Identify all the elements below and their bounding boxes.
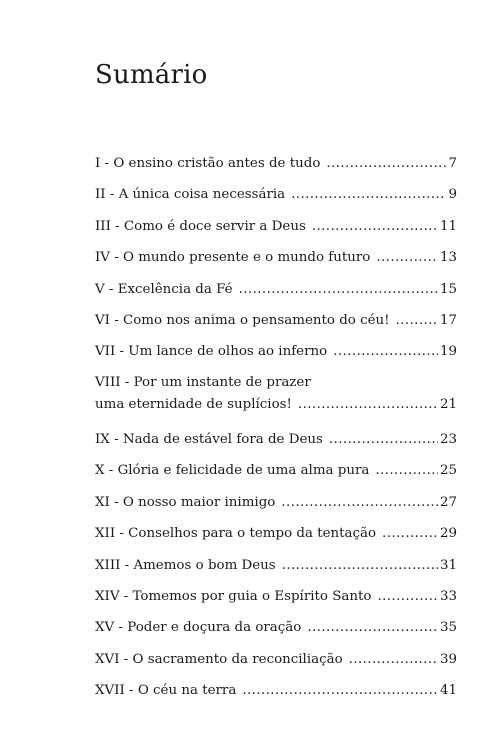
toc-entry-title: XI - O nosso maior inimigo — [95, 495, 276, 510]
toc-entry — [95, 588, 457, 606]
toc-page-number: 27 — [439, 495, 457, 510]
leader-dots — [242, 682, 438, 700]
leader-dots — [333, 343, 438, 361]
toc-entry — [95, 619, 457, 637]
toc-page-number: 15 — [439, 282, 457, 297]
toc-entry-title: XVII - O céu na terra — [95, 683, 237, 698]
toc-page-number: 9 — [448, 187, 457, 202]
toc-line — [95, 281, 457, 299]
toc-entry-title: IV - O mundo presente e o mundo futuro — [95, 250, 371, 265]
toc-entry — [95, 431, 457, 449]
toc-entry-title: XIII - Amemos o bom Deus — [95, 558, 276, 573]
leader-dots — [349, 651, 438, 669]
toc-entry — [95, 374, 457, 414]
toc-entry-title: I - O ensino cristão antes de tudo — [95, 156, 321, 171]
leader-dots — [396, 312, 438, 330]
toc-entry-title: X - Glória e felicidade de uma alma pura — [95, 463, 370, 478]
leader-dots — [298, 396, 438, 414]
leader-dots — [281, 494, 438, 512]
toc-page-number: 23 — [439, 432, 457, 447]
toc-line — [95, 155, 457, 173]
leader-dots — [312, 218, 438, 236]
toc-entry-title: XII - Conselhos para o tempo da tentação — [95, 526, 377, 541]
leader-dots — [382, 525, 438, 543]
toc-page-number: 39 — [439, 652, 457, 667]
toc-entry-title: uma eternidade de suplícios! — [95, 397, 292, 412]
page-title: Sumário — [95, 60, 208, 90]
toc-entry — [95, 557, 457, 575]
toc-entry-title-line1: VIII - Por um instante de prazer — [95, 375, 311, 390]
toc-entry — [95, 682, 457, 700]
toc-page-number: 11 — [439, 219, 457, 234]
toc-page-number: 13 — [439, 250, 457, 265]
toc-line — [95, 619, 457, 637]
toc-entry — [95, 494, 457, 512]
leader-dots — [375, 462, 438, 480]
toc-page-number: 35 — [439, 620, 457, 635]
toc-entry-title: XIV - Tomemos por guia o Espírito Santo — [95, 589, 372, 604]
toc-entry-title: IX - Nada de estável fora de Deus — [95, 432, 323, 447]
toc-entry — [95, 186, 457, 204]
toc-line — [95, 588, 457, 606]
toc-line — [95, 682, 457, 700]
toc-entry-title: XVI - O sacramento da reconciliação — [95, 652, 343, 667]
toc-entry — [95, 462, 457, 480]
leader-dots — [239, 281, 438, 299]
toc-page-number: 41 — [439, 683, 457, 698]
leader-dots — [326, 155, 446, 173]
toc-line — [95, 312, 457, 330]
toc-entry-title: XV - Poder e doçura da oração — [95, 620, 302, 635]
toc-page-number: 21 — [439, 397, 457, 412]
toc-entry — [95, 249, 457, 267]
leader-dots — [307, 619, 438, 637]
toc-line — [95, 396, 457, 414]
toc-line — [95, 494, 457, 512]
toc-entry — [95, 651, 457, 669]
toc-entry — [95, 525, 457, 543]
leader-dots — [377, 588, 438, 606]
toc-entry — [95, 281, 457, 299]
toc-entry — [95, 218, 457, 236]
toc-line — [95, 525, 457, 543]
toc-line — [95, 431, 457, 449]
leader-dots — [376, 249, 438, 267]
toc-line — [95, 218, 457, 236]
toc-page-number: 17 — [439, 313, 457, 328]
toc-entry-title: III - Como é doce servir a Deus — [95, 219, 306, 234]
toc-page-number: 19 — [439, 344, 457, 359]
toc-page-number: 31 — [439, 558, 457, 573]
toc-line — [95, 651, 457, 669]
toc-entry — [95, 312, 457, 330]
toc-entry-title: VII - Um lance de olhos ao inferno — [95, 344, 328, 359]
toc-entry — [95, 155, 457, 173]
toc-line — [95, 343, 457, 361]
toc-entry — [95, 343, 457, 361]
toc-page-number: 33 — [439, 589, 457, 604]
toc-entry-title: VI - Como nos anima o pensamento do céu! — [95, 313, 390, 328]
toc-page-number: 25 — [439, 463, 457, 478]
leader-dots — [291, 186, 446, 204]
leader-dots — [329, 431, 438, 449]
toc-entry-title: V - Excelência da Fé — [95, 282, 233, 297]
toc-line — [95, 186, 457, 204]
toc-line — [95, 557, 457, 575]
toc-page-number: 29 — [439, 526, 457, 541]
toc-page-number: 7 — [448, 156, 457, 171]
toc-line — [95, 249, 457, 267]
toc-line — [95, 462, 457, 480]
toc-entry-title: II - A única coisa necessária — [95, 187, 286, 202]
leader-dots — [282, 557, 438, 575]
